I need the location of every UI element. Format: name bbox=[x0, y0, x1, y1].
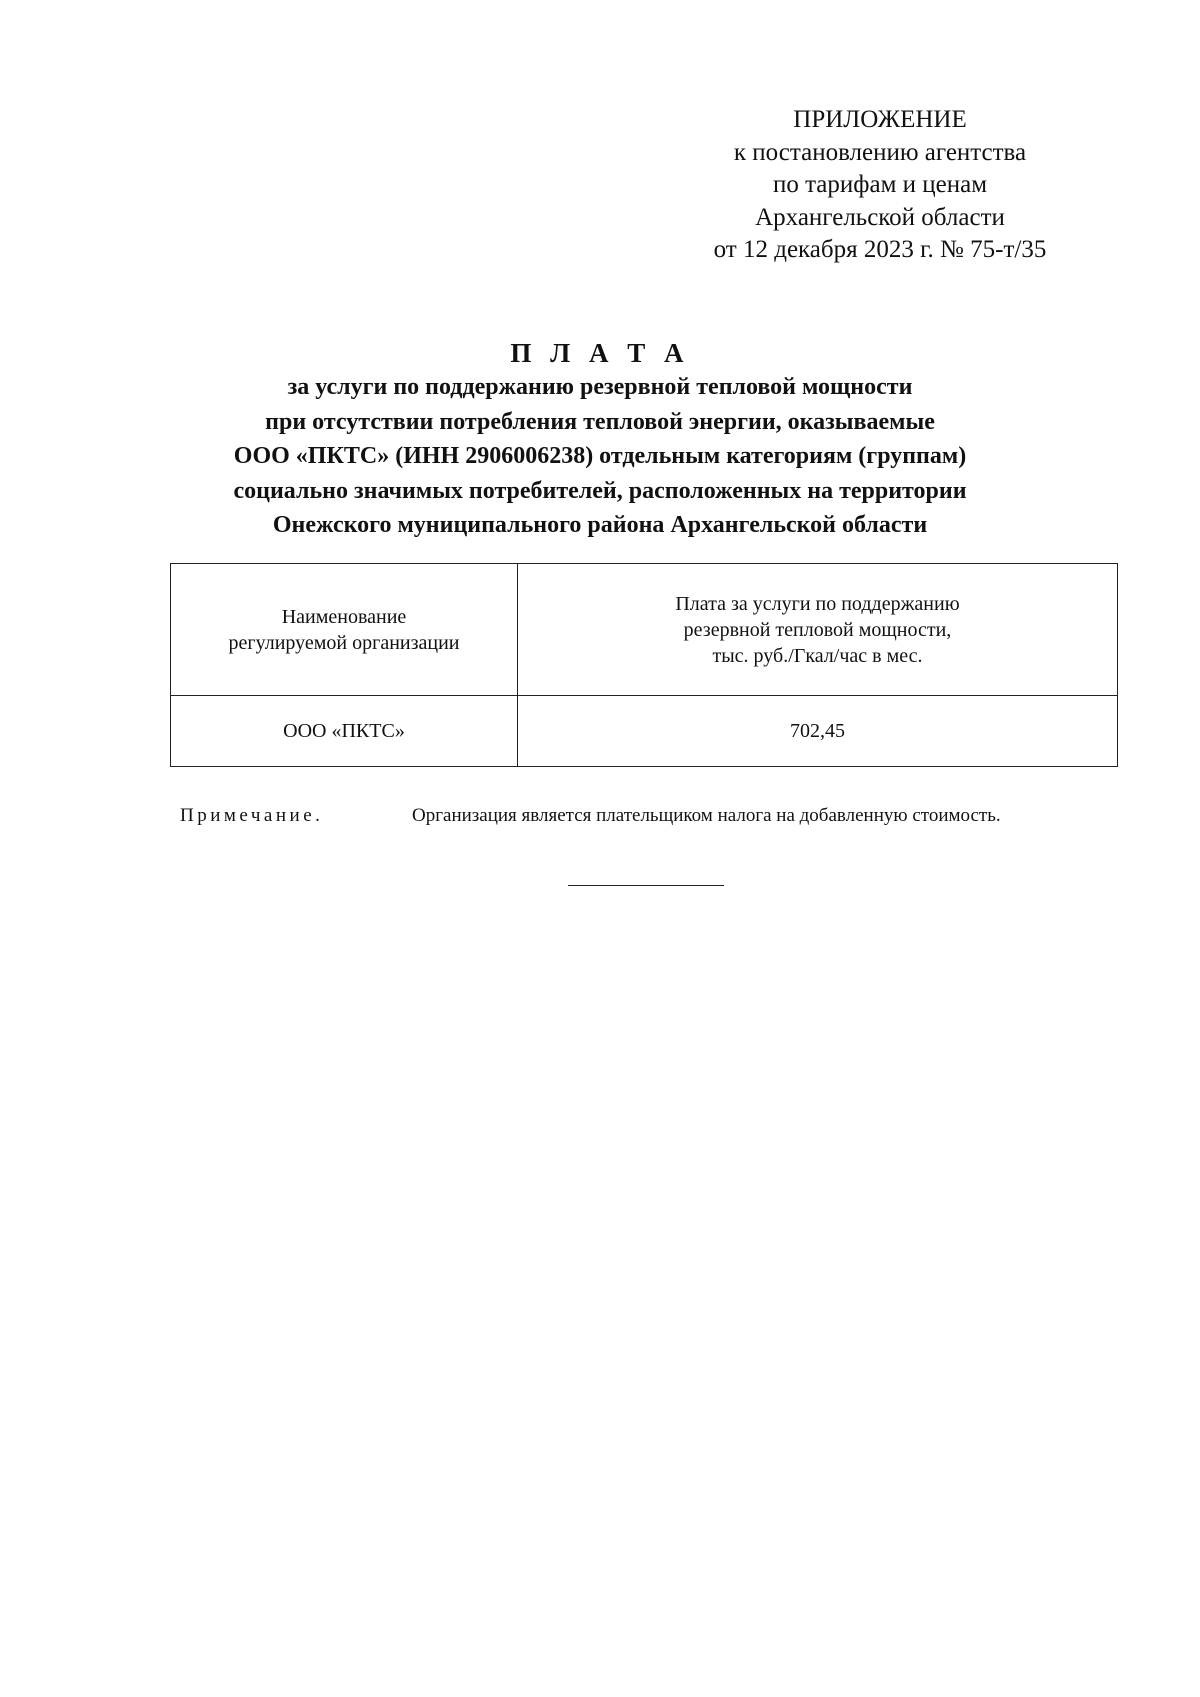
cell-organization: ООО «ПКТС» bbox=[171, 696, 518, 767]
document-subtitle-line: при отсутствии потребления тепловой энергии, оказываемые bbox=[265, 408, 935, 435]
appendix-date-number: от 12 декабря 2023 г. № 75-т/35 bbox=[713, 236, 1047, 263]
cell-fee: 702,45 bbox=[518, 696, 1118, 767]
header-text: тыс. руб./Гкал/час в мес. bbox=[712, 644, 923, 667]
table-header-row bbox=[171, 564, 1118, 696]
appendix-line: к постановлению агентства bbox=[733, 138, 1027, 166]
note bbox=[180, 803, 1120, 829]
document-subtitle-line: Онежского муниципального района Архангельской области bbox=[272, 512, 928, 538]
appendix-line: по тарифам и ценам bbox=[772, 171, 988, 198]
appendix-line: Архангельской области bbox=[755, 203, 1005, 231]
appendix-header bbox=[640, 104, 1120, 267]
header-text: регулируемой организации bbox=[228, 631, 460, 654]
header-cell-fee bbox=[518, 564, 1118, 696]
document-title: П Л А Т А bbox=[510, 338, 690, 368]
header-text: Наименование bbox=[281, 605, 407, 628]
document-title-block bbox=[150, 336, 1050, 543]
table-row bbox=[171, 696, 1118, 767]
document-subtitle-line: за услуги по поддержанию резервной тепловой мощности bbox=[287, 374, 913, 400]
tariff-table bbox=[170, 563, 1118, 767]
appendix-title: ПРИЛОЖЕНИЕ bbox=[793, 106, 967, 133]
end-separator-line bbox=[568, 885, 724, 886]
note-text: Организация является плательщиком налога на добавленную стоимость. bbox=[412, 805, 1001, 826]
document-subtitle-line: социально значимых потребителей, расположенных на территории bbox=[233, 477, 967, 504]
note-label: Примечание. bbox=[180, 805, 324, 826]
header-cell-organization bbox=[171, 564, 518, 696]
header-text: Плата за услуги по поддержанию bbox=[675, 592, 960, 615]
document-subtitle-line: ООО «ПКТС» (ИНН 2906006238) отдельным категориям (группам) bbox=[233, 443, 967, 469]
header-text: резервной тепловой мощности, bbox=[683, 618, 952, 641]
